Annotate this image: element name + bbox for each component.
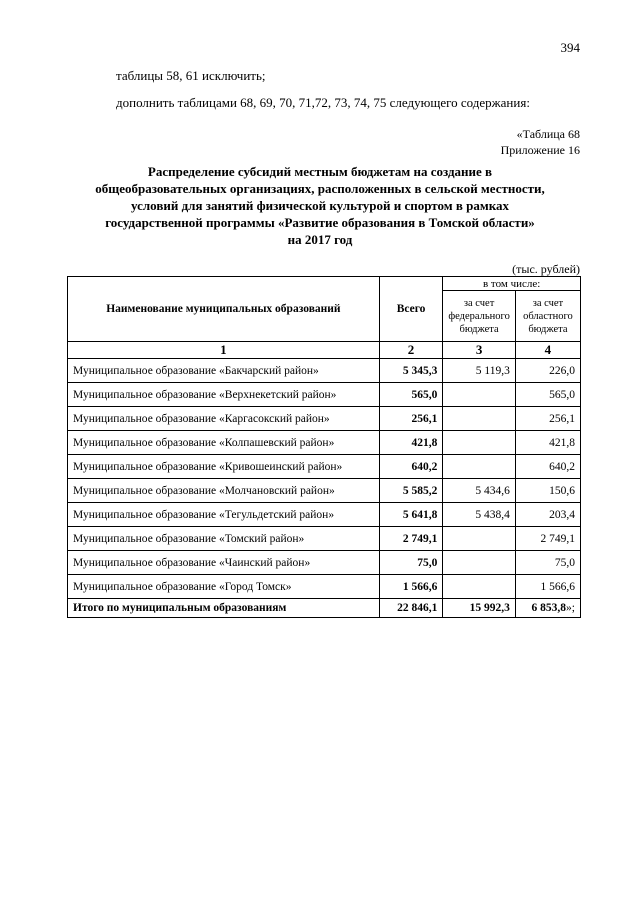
row-name: Муниципальное образование «Тегульдетский район» — [68, 503, 380, 527]
header-federal-line: федерального — [448, 310, 510, 322]
table-number: «Таблица 68 — [516, 127, 580, 141]
header-regional-line: за счет — [532, 297, 564, 309]
row-name: Муниципальное образование «Кривошеинский район» — [68, 455, 380, 479]
row-federal — [443, 575, 516, 599]
header-federal — [443, 291, 516, 342]
row-regional: 203,4 — [515, 503, 580, 527]
title-line: общеобразовательных организациях, расположенных в сельской местности, — [95, 181, 545, 196]
page-number: 394 — [560, 40, 580, 55]
table-row — [68, 455, 581, 479]
row-regional: 150,6 — [515, 479, 580, 503]
row-regional: 226,0 — [515, 359, 580, 383]
row-total: 1 566,6 — [379, 575, 443, 599]
row-federal: 5 438,4 — [443, 503, 516, 527]
row-federal — [443, 527, 516, 551]
row-name: Муниципальное образование «Чаинский район» — [68, 551, 380, 575]
row-total: 75,0 — [379, 551, 443, 575]
table-row — [68, 479, 581, 503]
header-total: Всего — [379, 277, 443, 342]
paragraph-exclude-tables: таблицы 58, 61 исключить; — [116, 68, 266, 83]
row-federal — [443, 383, 516, 407]
closing-quote: »; — [566, 602, 575, 614]
table-row — [68, 359, 581, 383]
column-numbers-row — [68, 342, 581, 359]
table-body — [68, 359, 581, 618]
table-title — [70, 163, 570, 248]
header-federal-line: за счет — [463, 297, 495, 309]
header-including: в том числе: — [443, 277, 581, 291]
row-total: 256,1 — [379, 407, 443, 431]
row-name: Муниципальное образование «Бакчарский район» — [68, 359, 380, 383]
row-name: Муниципальное образование «Томский район» — [68, 527, 380, 551]
row-name: Муниципальное образование «Молчановский район» — [68, 479, 380, 503]
column-number: 4 — [515, 342, 580, 359]
totals-federal: 15 992,3 — [443, 599, 516, 618]
header-regional — [515, 291, 580, 342]
row-total: 5 345,3 — [379, 359, 443, 383]
header-regional-line: бюджета — [528, 323, 568, 335]
column-number: 2 — [379, 342, 443, 359]
totals-regional — [515, 599, 580, 618]
row-regional: 565,0 — [515, 383, 580, 407]
row-regional: 1 566,6 — [515, 575, 580, 599]
row-regional: 75,0 — [515, 551, 580, 575]
title-line: Распределение субсидий местным бюджетам на создание в — [147, 164, 493, 179]
row-total: 5 585,2 — [379, 479, 443, 503]
appendix-number: Приложение 16 — [500, 143, 580, 157]
subsidy-table — [67, 276, 581, 618]
row-federal: 5 119,3 — [443, 359, 516, 383]
table-reference — [501, 126, 580, 158]
column-number: 3 — [443, 342, 516, 359]
row-name: Муниципальное образование «Каргасокский район» — [68, 407, 380, 431]
row-federal: 5 434,6 — [443, 479, 516, 503]
row-total: 2 749,1 — [379, 527, 443, 551]
totals-total: 22 846,1 — [379, 599, 443, 618]
table-row — [68, 383, 581, 407]
table-row — [68, 575, 581, 599]
units-label: (тыс. рублей) — [512, 262, 580, 276]
title-line: государственной программы «Развитие образования в Томской области» — [105, 215, 535, 230]
row-regional: 640,2 — [515, 455, 580, 479]
table-row — [68, 431, 581, 455]
header-regional-line: областного — [523, 310, 573, 322]
row-federal — [443, 431, 516, 455]
row-federal — [443, 551, 516, 575]
title-line: условий для занятий физической культурой и спортом в рамках — [130, 198, 509, 213]
table-row — [68, 551, 581, 575]
row-federal — [443, 407, 516, 431]
row-total: 5 641,8 — [379, 503, 443, 527]
header-name: Наименование муниципальных образований — [68, 277, 380, 342]
table-row — [68, 407, 581, 431]
row-regional: 256,1 — [515, 407, 580, 431]
row-federal — [443, 455, 516, 479]
totals-regional-value: 6 853,8 — [531, 602, 567, 614]
row-total: 640,2 — [379, 455, 443, 479]
row-name: Муниципальное образование «Верхнекетский район» — [68, 383, 380, 407]
row-name: Муниципальное образование «Город Томск» — [68, 575, 380, 599]
header-federal-line: бюджета — [459, 323, 499, 335]
row-name: Муниципальное образование «Колпашевский район» — [68, 431, 380, 455]
row-total: 421,8 — [379, 431, 443, 455]
table-row — [68, 527, 581, 551]
table-row — [68, 503, 581, 527]
row-total: 565,0 — [379, 383, 443, 407]
column-number: 1 — [68, 342, 380, 359]
row-regional: 421,8 — [515, 431, 580, 455]
totals-row — [68, 599, 581, 618]
paragraph-add-tables: дополнить таблицами 68, 69, 70, 71,72, 73, 74, 75 следующего содержания: — [116, 95, 530, 110]
row-regional: 2 749,1 — [515, 527, 580, 551]
totals-name: Итого по муниципальным образованиям — [68, 599, 380, 618]
table-header — [68, 277, 581, 359]
title-line: на 2017 год — [287, 232, 353, 247]
